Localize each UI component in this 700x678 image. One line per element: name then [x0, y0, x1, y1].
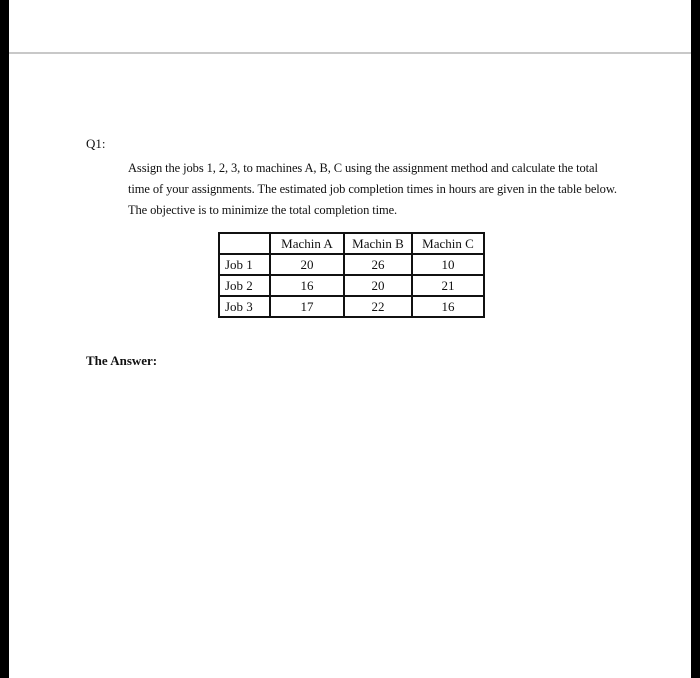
column-header-machine-b: Machin B: [344, 233, 412, 254]
question-line: time of your assignments. The estimated job completion times in hours are given in the table below.: [128, 182, 617, 196]
table-row: [219, 296, 484, 317]
completion-times-table: [218, 232, 485, 318]
table-cell: 16: [270, 275, 344, 296]
table-cell: 17: [270, 296, 344, 317]
answer-heading: The Answer:: [86, 353, 158, 368]
table-row: [219, 254, 484, 275]
row-label-job-3: Job 3: [219, 296, 270, 317]
row-label-job-1: Job 1: [219, 254, 270, 275]
question-line: Assign the jobs 1, 2, 3, to machines A, B, C using the assignment method and calculate the total: [128, 161, 598, 175]
table-cell: 10: [412, 254, 484, 275]
row-label-job-2: Job 2: [219, 275, 270, 296]
column-header-machine-c: Machin C: [412, 233, 484, 254]
column-header-machine-a: Machin A: [270, 233, 344, 254]
table-cell: 21: [412, 275, 484, 296]
table-header-row: [219, 233, 484, 254]
table-row: [219, 275, 484, 296]
table-cell: 16: [412, 296, 484, 317]
table-cell: 20: [270, 254, 344, 275]
table-cell: 26: [344, 254, 412, 275]
table-cell: 22: [344, 296, 412, 317]
document-page: [9, 0, 691, 678]
question-text: [128, 158, 628, 221]
question-number: Q1:: [86, 136, 106, 151]
top-divider: [9, 52, 691, 54]
question-line: The objective is to minimize the total completion time.: [128, 203, 398, 217]
table-corner-cell: [219, 233, 270, 254]
table-cell: 20: [344, 275, 412, 296]
